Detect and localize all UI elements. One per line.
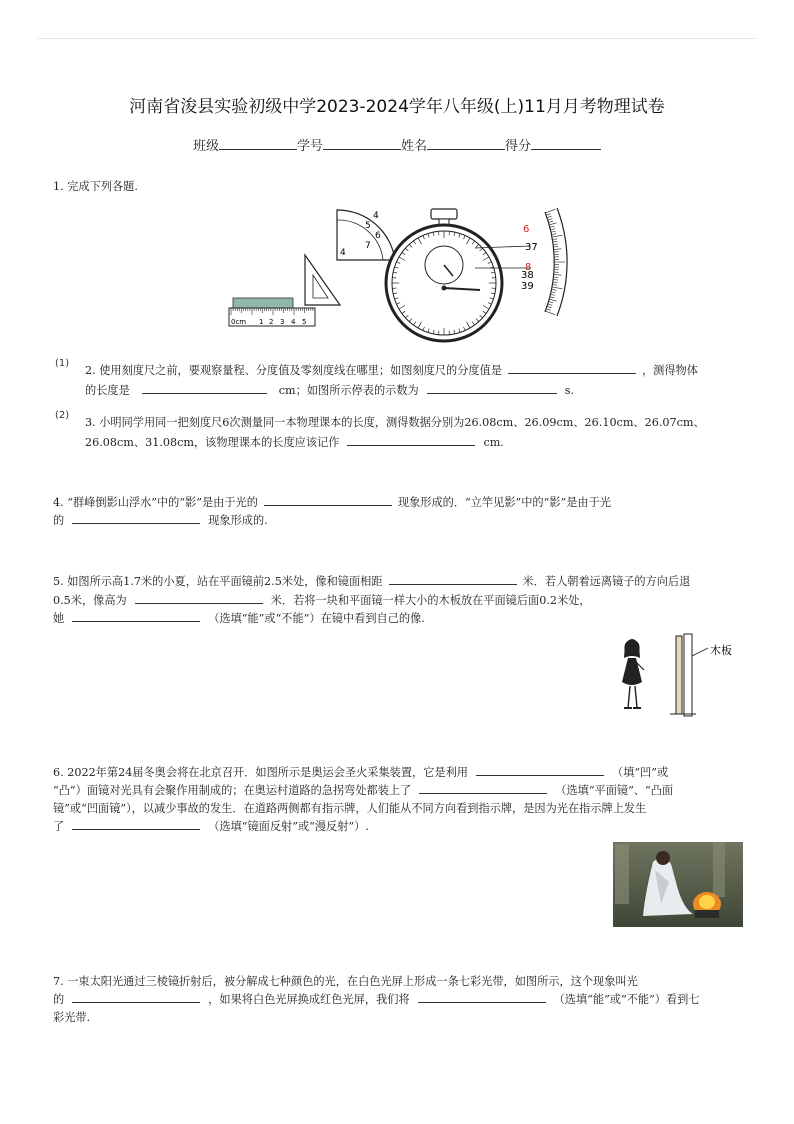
ruler [229, 298, 315, 326]
q1-sub2-line1: 3. 小明同学用同一把刻度尺6次测量同一本物理课本的长度，测得数据分别为26.08cm、26.09cm、26.10cm、26.07cm、 [85, 416, 705, 429]
scale-tick [548, 307, 552, 308]
q5-figure [610, 630, 750, 720]
q5-line1: 5. 如图所示高1.7米的小夏，站在平面镜前2.5米处，像和镜面相距 米．若人朝着远离镜子的方向后退 [53, 571, 690, 593]
q7-line1: 7. 一束太阳光通过三棱镜折射后，被分解成七种颜色的光，在白色光屏上形成一条七彩光带，如图所示，这个现象叫光 [53, 975, 638, 988]
q1-sub1-line1: 2. 使用刻度尺之前，要观察量程、分度值及零刻度线在哪里；如图刻度尺的分度值是 ，测得物体 [85, 360, 698, 382]
scale-tick [552, 231, 556, 232]
q6-line1: 6. 2022年第24届冬奥会将在北京召开．如图所示是奥运会圣火采集装置，它是利用 （填“凹”或 [53, 762, 668, 784]
score-blank[interactable] [531, 137, 601, 150]
scale-tick [548, 304, 552, 305]
scale-tick [547, 309, 551, 310]
answer-blank[interactable] [135, 591, 263, 604]
q4-line2: 的 现象形成的. [53, 510, 268, 532]
ruler-tick-label: 3 [280, 318, 285, 326]
protractor-label: 4 [373, 211, 379, 221]
ruler-tick-label: 1 [259, 318, 264, 326]
scale-tick [546, 209, 555, 213]
scale-tick [554, 244, 558, 245]
q7-line2: 的 ，如果将白色光屏换成红色光屏，我们将 （选填“能”或“不能”）看到七 [53, 989, 700, 1011]
answer-blank[interactable] [476, 763, 604, 776]
ruler-tick-label: 5 [302, 318, 307, 326]
q1-sub2-number: (2) [55, 410, 70, 421]
name-blank[interactable] [427, 137, 505, 150]
q5-line3: 她 （选填“能”或“不能”）在镜中看到自己的像. [53, 608, 425, 630]
scale-label: 38 [521, 270, 534, 281]
answer-blank[interactable] [142, 381, 267, 394]
scale-tick [554, 249, 561, 250]
answer-blank[interactable] [264, 493, 392, 506]
page-title: 河南省浚县实验初级中学2023-2024学年八年级(上)11月月考物理试卷 [129, 97, 665, 117]
score-label: 得分 [505, 139, 532, 154]
scale-tick [554, 282, 558, 283]
q1-sub1-number: (1) [55, 358, 70, 369]
q6-line3: 镜”或“凹面镜”），以减少事故的发生．在道路两侧都有指示牌，人们能从不同方向看到指示牌，是因为光在指示牌上发生 [53, 802, 647, 815]
protractor-label: 5 [365, 221, 371, 231]
q1-heading: 1. 完成下列各题. [53, 180, 138, 193]
class-blank[interactable] [219, 137, 297, 150]
torch-lighting-photo [613, 842, 743, 927]
scale-tick [552, 292, 556, 293]
scale-tick [548, 216, 552, 217]
id-label: 学号 [296, 139, 323, 154]
answer-blank[interactable] [419, 781, 547, 794]
measured-object [233, 298, 293, 308]
scale-tick [549, 221, 553, 222]
scale-tick [550, 223, 557, 225]
scale-tick [554, 275, 561, 276]
scale-tick [552, 234, 556, 235]
ruler-tick-label: 2 [269, 318, 274, 326]
header-rule [38, 38, 756, 39]
answer-blank[interactable] [72, 990, 200, 1003]
q6-line4: 了 （选填“镜面反射”或“漫反射”）. [53, 816, 369, 838]
answer-blank[interactable] [418, 990, 546, 1003]
q1-sub1-line2: 的长度是 cm；如图所示停表的示数为 s. [85, 380, 574, 402]
scale-tick [554, 280, 558, 281]
answer-blank[interactable] [72, 511, 200, 524]
ruler-tick-label: 4 [291, 318, 296, 326]
q5-line2: 0.5米，像高为 米．若将一块和平面镜一样大小的木板放在平面镜后面0.2米处， [53, 590, 591, 612]
scale-label: 37 [525, 242, 538, 253]
board-label: 木板 [710, 644, 732, 657]
scale-label: 39 [521, 281, 534, 292]
id-blank[interactable] [323, 137, 401, 150]
q6-line2: “凸”）面镜对光具有会聚作用制成的；在奥运村道路的急拐弯处都装上了 （选填“平面镜”、“凸面 [53, 780, 673, 802]
scale-tick [551, 229, 555, 230]
protractor-label: 6 [375, 231, 381, 241]
scale-tick [549, 302, 553, 303]
scale-tick [551, 226, 555, 227]
scale-tick [550, 299, 557, 301]
scale-tick [547, 214, 551, 215]
stopwatch [386, 209, 502, 341]
scale-tick [551, 297, 555, 298]
class-label: 班级 [192, 139, 219, 154]
answer-blank[interactable] [508, 361, 636, 374]
name-label: 姓名 [401, 139, 428, 154]
scale-label: 8 [525, 262, 532, 273]
scale-tick [553, 287, 563, 289]
scale-tick [552, 290, 556, 291]
answer-blank[interactable] [72, 609, 200, 622]
protractor [337, 210, 395, 260]
scale-tick [546, 311, 555, 315]
answer-blank[interactable] [389, 572, 517, 585]
ruler-unit: 0cm [231, 318, 247, 326]
student-info-line [0, 135, 794, 154]
q1-figure [225, 200, 570, 350]
scale-label: 6 [523, 224, 530, 235]
protractor-label: 7 [365, 241, 371, 251]
set-square [305, 255, 340, 305]
protractor-label: 4 [340, 248, 346, 258]
scale-tick [551, 294, 555, 295]
scale-tick [548, 219, 552, 220]
answer-blank[interactable] [72, 817, 200, 830]
answer-blank[interactable] [427, 381, 557, 394]
scale-tick [553, 285, 557, 286]
girl-figure [622, 639, 644, 708]
scale-tick [553, 239, 557, 240]
q7-line3: 彩光带. [53, 1011, 91, 1024]
scale-tick [553, 235, 563, 237]
answer-blank[interactable] [347, 433, 475, 446]
scale-tick [554, 241, 558, 242]
wooden-board [670, 634, 732, 716]
q1-sub2-line2: 26.08cm、31.08cm，该物理课本的长度应该记作 cm. [85, 432, 504, 454]
q4-line1: 4. “群峰倒影山浮水”中的“影”是由于光的 现象形成的．“立竿见影”中的“影”是由于光 [53, 492, 611, 514]
